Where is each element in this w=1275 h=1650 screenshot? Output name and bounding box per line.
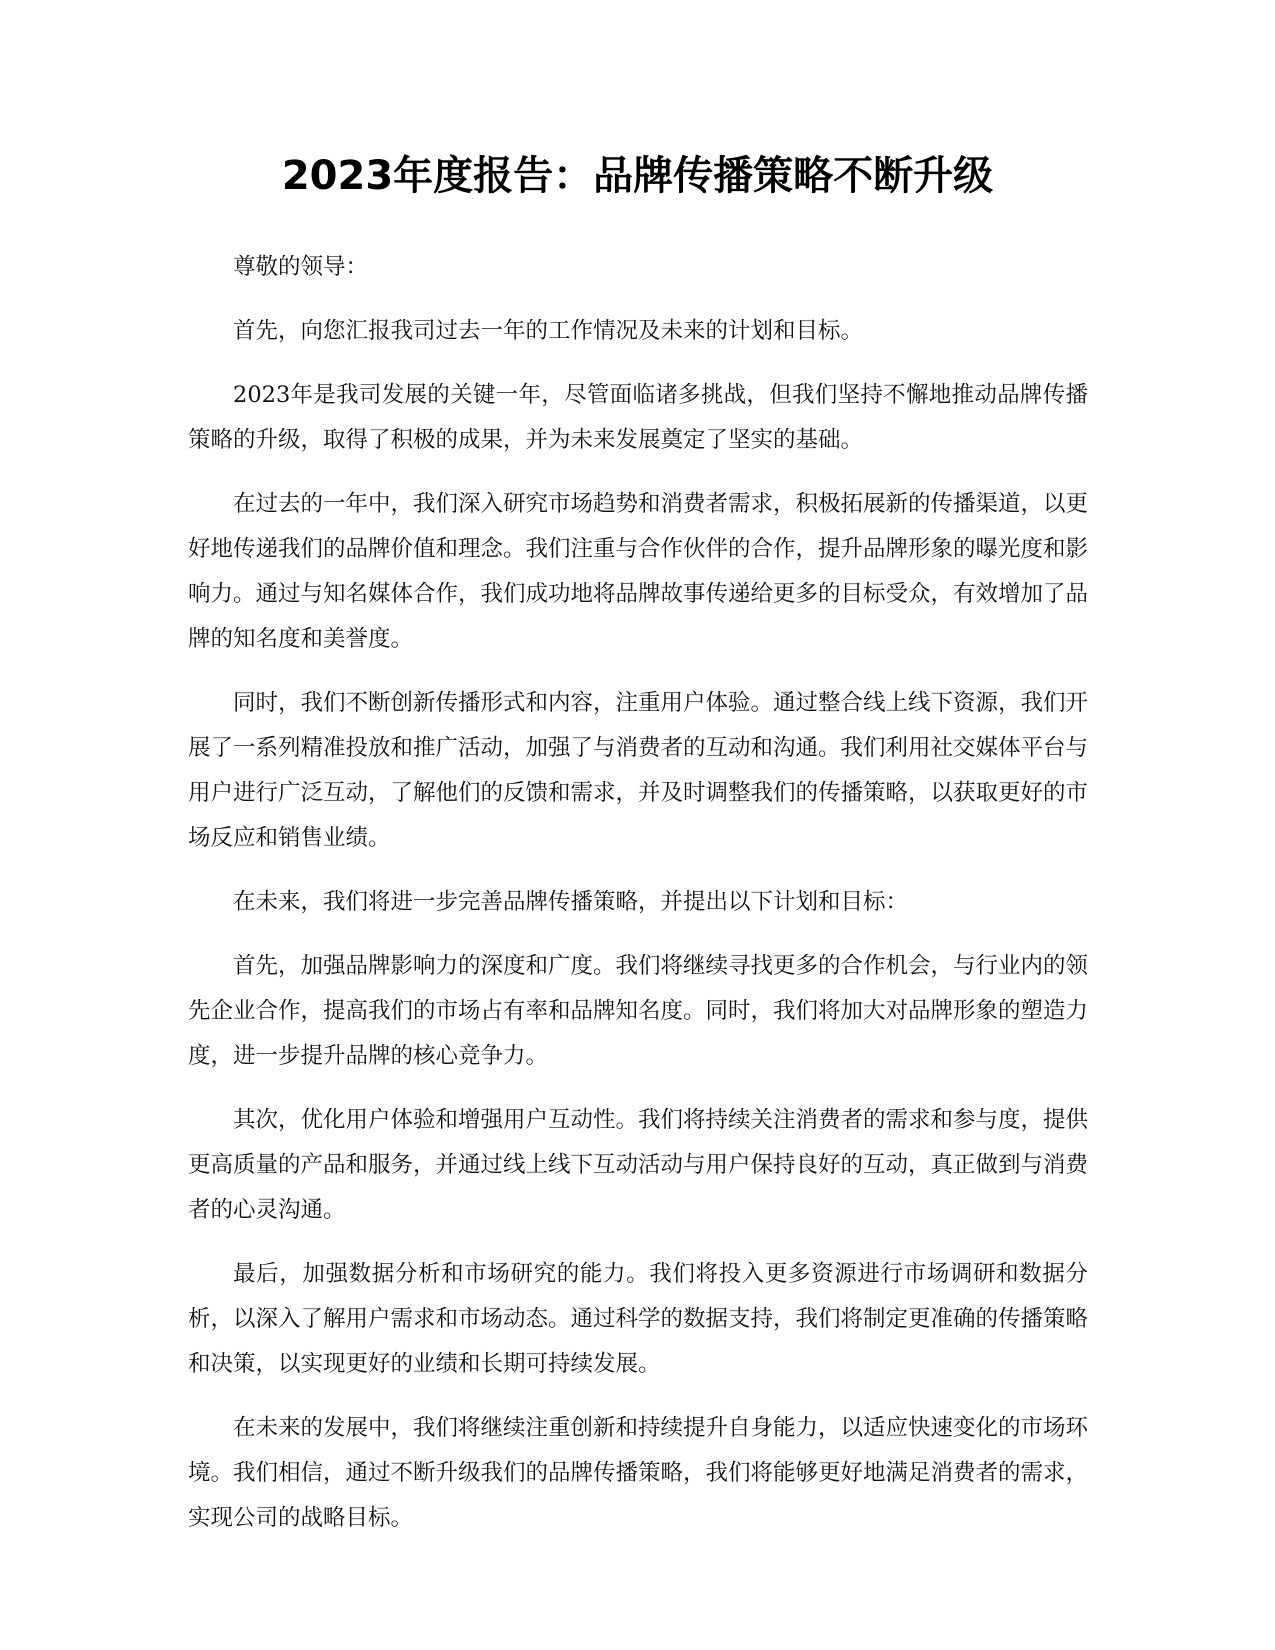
paragraph: 首先，加强品牌影响力的深度和广度。我们将继续寻找更多的合作机会，与行业内的领先企业合作，提高我们的市场占有率和品牌知名度。同时，我们将加大对品牌形象的塑造力度，进一步提升品牌的核心竞争力。 bbox=[188, 953, 1089, 1069]
paragraph: 最后，加强数据分析和市场研究的能力。我们将投入更多资源进行市场调研和数据分析，以深入了解用户需求和市场动态。通过科学的数据支持，我们将制定更准确的传播策略和决策，以实现更好的业绩和长期可持续发展。 bbox=[188, 1261, 1089, 1377]
paragraph: 首先，向您汇报我司过去一年的工作情况及未来的计划和目标。 bbox=[233, 318, 864, 344]
page-title: 2023年度报告：品牌传播策略不断升级 bbox=[281, 153, 994, 199]
paragraph: 在过去的一年中，我们深入研究市场趋势和消费者需求，积极拓展新的传播渠道，以更好地传递我们的品牌价值和理念。我们注重与合作伙伴的合作，提升品牌形象的曝光度和影响力。通过与知名媒体合作，我们成功地将品牌故事传递给更多的目标受众，有效增加了品牌的知名度和美誉度。 bbox=[188, 491, 1089, 652]
paragraph: 在未来的发展中，我们将继续注重创新和持续提升自身能力，以适应快速变化的市场环境。我们相信，通过不断升级我们的品牌传播策略，我们将能够更好地满足消费者的需求，实现公司的战略目标。 bbox=[188, 1415, 1089, 1531]
paragraph: 同时，我们不断创新传播形式和内容，注重用户体验。通过整合线上线下资源，我们开展了一系列精准投放和推广活动，加强了与消费者的互动和沟通。我们利用社交媒体平台与用户进行广泛互动，了解他们的反馈和需求，并及时调整我们的传播策略，以获取更好的市场反应和销售业绩。 bbox=[188, 690, 1089, 851]
document-body bbox=[188, 245, 1088, 1560]
paragraph: 2023年是我司发展的关键一年，尽管面临诸多挑战，但我们坚持不懈地推动品牌传播策略的升级，取得了积极的成果，并为未来发展奠定了坚实的基础。 bbox=[188, 382, 1088, 453]
paragraph: 在未来，我们将进一步完善品牌传播策略，并提出以下计划和目标： bbox=[233, 889, 909, 915]
paragraph: 其次，优化用户体验和增强用户互动性。我们将持续关注消费者的需求和参与度，提供更高质量的产品和服务，并通过线上线下互动活动与用户保持良好的互动，真正做到与消费者的心灵沟通。 bbox=[188, 1107, 1089, 1223]
paragraph-salutation: 尊敬的领导： bbox=[233, 254, 369, 280]
